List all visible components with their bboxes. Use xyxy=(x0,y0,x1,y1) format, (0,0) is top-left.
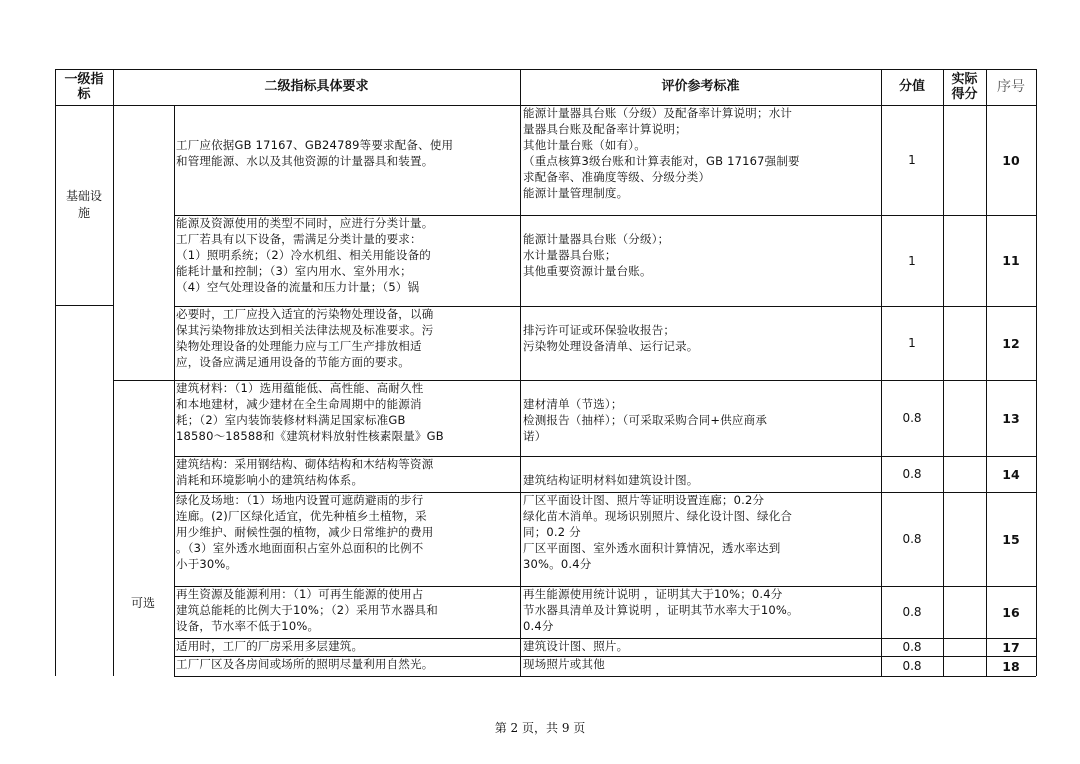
requirement-text: 能源及资源使用的类型不同时，应进行分类计量。 工厂若具有以下设备，需满足分类计量的要求： （1）照明系统；（2）冷水机组、相关用能设备的 能耗计量和控制；（3）室内用水、室外用水； （4）空气处理设备的流量和压力计量；（5）锅 xyxy=(176,216,434,294)
grid-line xyxy=(113,380,1036,381)
score-value: 1 xyxy=(908,336,916,350)
header-actual-score: 实际 得分 xyxy=(951,72,978,102)
grid-line xyxy=(174,492,1036,493)
grid-line xyxy=(520,69,521,676)
grid-line xyxy=(55,305,113,306)
header-score: 分值 xyxy=(898,79,925,94)
grid-line xyxy=(55,105,1036,106)
criteria-text: 现场照片或其他 xyxy=(523,657,605,671)
criteria-text: 再生能源使用统计说明 ，证明其大于10%；0.4分 节水器具清单及计算说明 ，证明其节水率大于10%。 0.4分 xyxy=(523,587,799,633)
header-level1: 一级指 标 xyxy=(64,72,104,102)
grid-line xyxy=(55,69,1036,70)
criteria-text: 建材清单（节选）； 检测报告（抽样）；（可采取采购合同+供应商承 诺） xyxy=(523,397,768,443)
grid-line xyxy=(174,456,1036,457)
grid-line xyxy=(174,676,1036,677)
group-label-infrastructure: 基础设 施 xyxy=(65,189,102,220)
criteria-text: 排污许可证或环保验收报告； 污染物处理设备清单、运行记录。 xyxy=(523,323,699,353)
grid-line xyxy=(174,638,1036,639)
criteria-text: 厂区平面设计图、照片等证明设置连廊；0.2分 绿化苗木消单。现场识别照片、绿化设计图、绿化合 同；0.2 分 厂区平面图、室外透水面积计算情况，透水率达到 30%。0.4分 xyxy=(523,493,793,571)
score-value: 0.8 xyxy=(902,659,922,673)
header-seq: 序号 xyxy=(997,79,1025,95)
grid-line xyxy=(881,69,882,676)
page-footer: 第 2 页，共 9 页 xyxy=(494,721,586,735)
row-number: 16 xyxy=(1002,604,1020,620)
grid-line xyxy=(174,306,1036,307)
requirement-text: 适用时，工厂的厂房采用多层建筑。 xyxy=(176,639,364,653)
row-number: 10 xyxy=(1002,152,1020,168)
row-number: 15 xyxy=(1002,531,1020,547)
requirement-text: 工厂应依据GB 17167、GB24789等要求配备、使用 和管理能源、水以及其他资源的计量器具和装置。 xyxy=(176,138,454,168)
grid-line xyxy=(174,215,1036,216)
requirement-text: 再生资源及能源利用：（1）可再生能源的使用占 建筑总能耗的比例大于10%；（2）采用节水器具和 设备，节水率不低于10%。 xyxy=(176,587,438,633)
criteria-text: 建筑结构证明材料如建筑设计图。 xyxy=(523,473,699,487)
grid-line xyxy=(174,656,1036,657)
header-criteria: 评价参考标准 xyxy=(661,79,740,94)
grid-line xyxy=(174,105,175,676)
requirement-text: 绿化及场地：（1）场地内设置可遮荫避雨的步行 连廊。(2)厂区绿化适宜，优先种植乡土植物，采 用少维护、耐候性强的植物，减少日常维护的费用 。（3）室外透水地面面积占室外总面积的比例不 小于30%。 xyxy=(176,493,434,571)
score-value: 0.8 xyxy=(902,411,922,425)
grid-line xyxy=(943,69,944,676)
criteria-text: 建筑设计图、照片。 xyxy=(523,639,629,653)
requirement-text: 建筑材料：（1）选用蕴能低、高性能、高耐久性 和本地建材，减少建材在全生命周期中的能源消 耗；（2）室内装饰装修材料满足国家标准GB 18580～18588和《建筑材料放射性核素限量》GB xyxy=(176,381,444,443)
grid-line xyxy=(986,69,987,676)
grid-line xyxy=(174,586,1036,587)
criteria-text: 能源计量器具台账（分级）； 水计量器具台账； 其他重要资源计量台账。 xyxy=(523,232,670,278)
grid-line xyxy=(113,69,114,676)
score-value: 0.8 xyxy=(902,640,922,654)
row-number: 17 xyxy=(1002,639,1020,655)
score-value: 0.8 xyxy=(902,605,922,619)
score-value: 0.8 xyxy=(902,467,922,481)
score-value: 1 xyxy=(908,153,916,167)
score-value: 1 xyxy=(908,253,916,268)
requirement-text: 建筑结构：采用钢结构、砌体结构和木结构等资源 消耗和环境影响小的建筑结构体系。 xyxy=(176,457,434,487)
row-number: 12 xyxy=(1002,335,1020,351)
row-number: 18 xyxy=(1002,658,1020,674)
requirement-text: 必要时，工厂应投入适宜的污染物处理设备，以确 保其污染物排放达到相关法律法规及标准要求。污 染物处理设备的处理能力应与工厂生产排放相适 应，设备应满足通用设备的节能方面的要求。 xyxy=(176,307,434,369)
score-value: 0.8 xyxy=(902,532,922,546)
grid-line xyxy=(1036,69,1037,676)
criteria-text: 能源计量器具台账（分级）及配备率计算说明；水计 量器具台账及配备率计算说明； 其他计量台账（如有）。 （重点核算3级台账和计算表能对，GB 17167强制要 求配备率、准确度等级、分级分类） 能源计量管理制度。 xyxy=(523,106,800,200)
row-number: 11 xyxy=(1002,253,1020,268)
header-level2: 二级指标具体要求 xyxy=(264,79,369,94)
row-number: 14 xyxy=(1002,466,1020,482)
group-label-optional: 可选 xyxy=(130,595,155,610)
requirement-text: 工厂厂区及各房间或场所的照明尽量利用自然光。 xyxy=(176,657,434,671)
row-number: 13 xyxy=(1002,410,1020,426)
grid-line xyxy=(55,69,56,676)
